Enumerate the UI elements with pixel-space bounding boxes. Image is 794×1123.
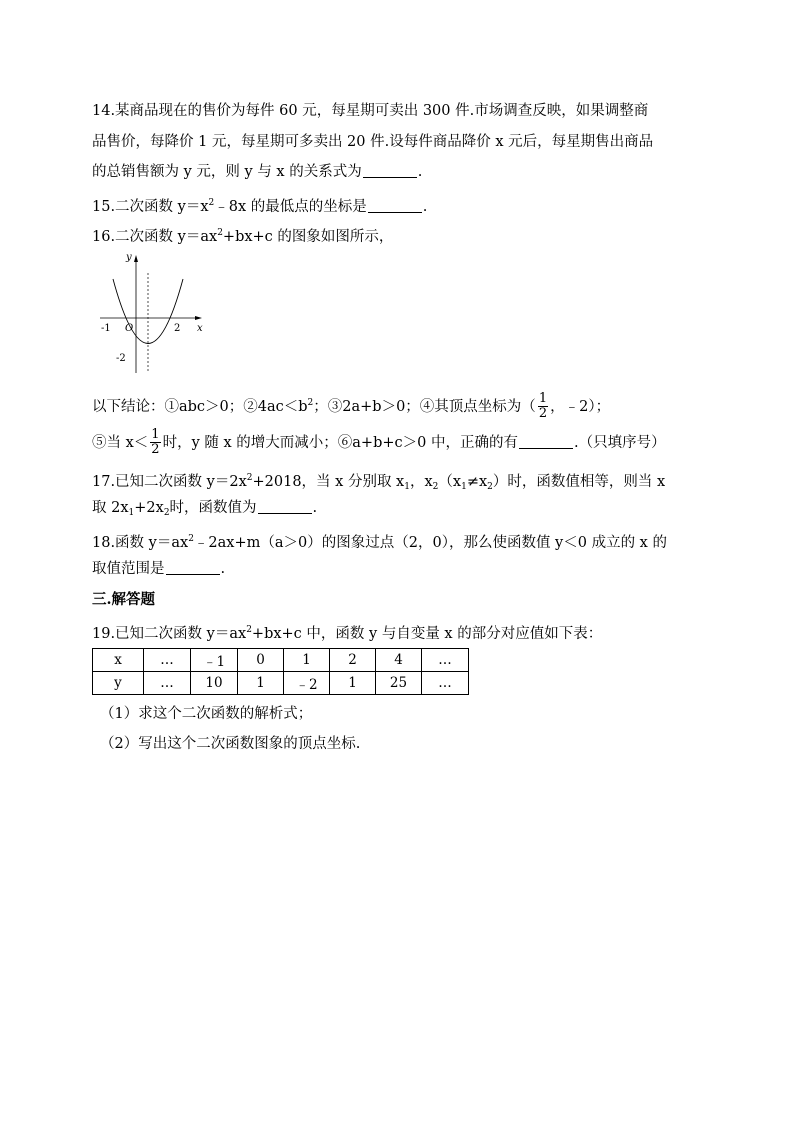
q14-line-3: 的总销售额为 y 元，则 y 与 x 的关系式为 . (92, 164, 423, 180)
table-cell: 2 (330, 648, 376, 671)
y-axis-arrow (134, 255, 138, 262)
q18-line-2: 取值范围是 . (92, 561, 226, 577)
q19-line: 19.已知二次函数 $y=ax^2+bx+c$ 中，函数 y 与自变量 x 的部分对应值如下表： (92, 625, 603, 642)
parabola-graph (98, 251, 218, 379)
q14-line-1: 14.某商品现在的售价为每件 60 元，每星期可卖出 300 件.市场调查反映，如果调整商 (92, 103, 649, 119)
table-cell: 10 (191, 671, 238, 694)
table-cell: … (144, 671, 191, 694)
table-cell: y (93, 671, 144, 694)
table-cell: … (422, 648, 469, 671)
tick-label-2: 2 (174, 322, 181, 334)
table-cell: 1 (238, 671, 284, 694)
q14-line-2: 品售价，每降价 1 元，每星期可多卖出 20 件.设每件商品降价 x 元后，每星期售出商品 (92, 133, 654, 150)
x-axis-label: x (197, 322, 203, 334)
answer-blank[interactable] (368, 198, 422, 213)
value-table (92, 648, 469, 695)
parabola-figure (92, 249, 704, 383)
q19-part-2: （2）写出这个二次函数图象的顶点坐标. (100, 736, 361, 752)
q16-conclusions-line-1: 以下结论：①abc＞0；$②4ac<b^2$；③2a+b＞0；④其顶点坐标为（ $\frac{1}{2}$ ，﹣2）； (92, 391, 611, 421)
worksheet-page (92, 96, 704, 760)
answer-blank[interactable] (363, 163, 417, 178)
table-cell: ﹣1 (191, 648, 238, 671)
q19-part-1: （1）求这个二次函数的解析式； (100, 705, 313, 722)
fraction-one-half: $\frac{1}{2}$ (151, 427, 160, 457)
table-cell: ﹣2 (284, 671, 330, 694)
table-cell: 25 (376, 671, 422, 694)
table-cell: 1 (284, 648, 330, 671)
table-cell: 4 (376, 648, 422, 671)
q16-conclusions-line-2: ⑤当 x＜ $\frac{1}{2}$ 时，y 随 x 的增大而减小；⑥a+b+c＞0 中，正确的有 .（只填序号） (92, 427, 666, 457)
table-cell: 0 (238, 648, 284, 671)
table-cell: 1 (330, 671, 376, 694)
answer-blank[interactable] (166, 560, 220, 575)
origin-label: O (125, 322, 134, 334)
table-cell: x (93, 648, 144, 671)
table-row-x (93, 648, 469, 671)
answer-blank[interactable] (519, 434, 573, 449)
section-heading: 三.解答题 (92, 590, 156, 608)
q15-line: 15.二次函数 $y=x^2﹣8x$ 的最低点的坐标是 . (92, 197, 428, 215)
table-cell: … (144, 648, 191, 671)
tick-label-neg2: -2 (116, 352, 126, 364)
q17-line-2: 取 $2x_1+2x_2$时，函数值为 . (92, 500, 318, 518)
q18-line-1: 18.函数 $y=ax^2﹣2ax+m(a>0)$的图象过点（2，0），那么使函数值 y＜0 成立的 x 的 (92, 533, 667, 551)
y-axis-label: y (126, 251, 132, 263)
table-row-y (93, 671, 469, 694)
table-cell: … (422, 671, 469, 694)
tick-label-neg1: -1 (101, 322, 111, 334)
answer-blank[interactable] (258, 499, 312, 514)
q17-line-1: 17.已知二次函数 $y=2x^2+2018$，当 x 分别取 $x_1$，$x_2(x_1\ne x_2)$时，函数值相等，则当 x (92, 472, 666, 492)
x-axis-arrow (195, 316, 202, 320)
fraction-one-half: $\frac{1}{2}$ (538, 391, 548, 421)
q16-line: 16.二次函数 $y=ax^2+bx+c$ 的图象如图所示， (92, 228, 394, 245)
